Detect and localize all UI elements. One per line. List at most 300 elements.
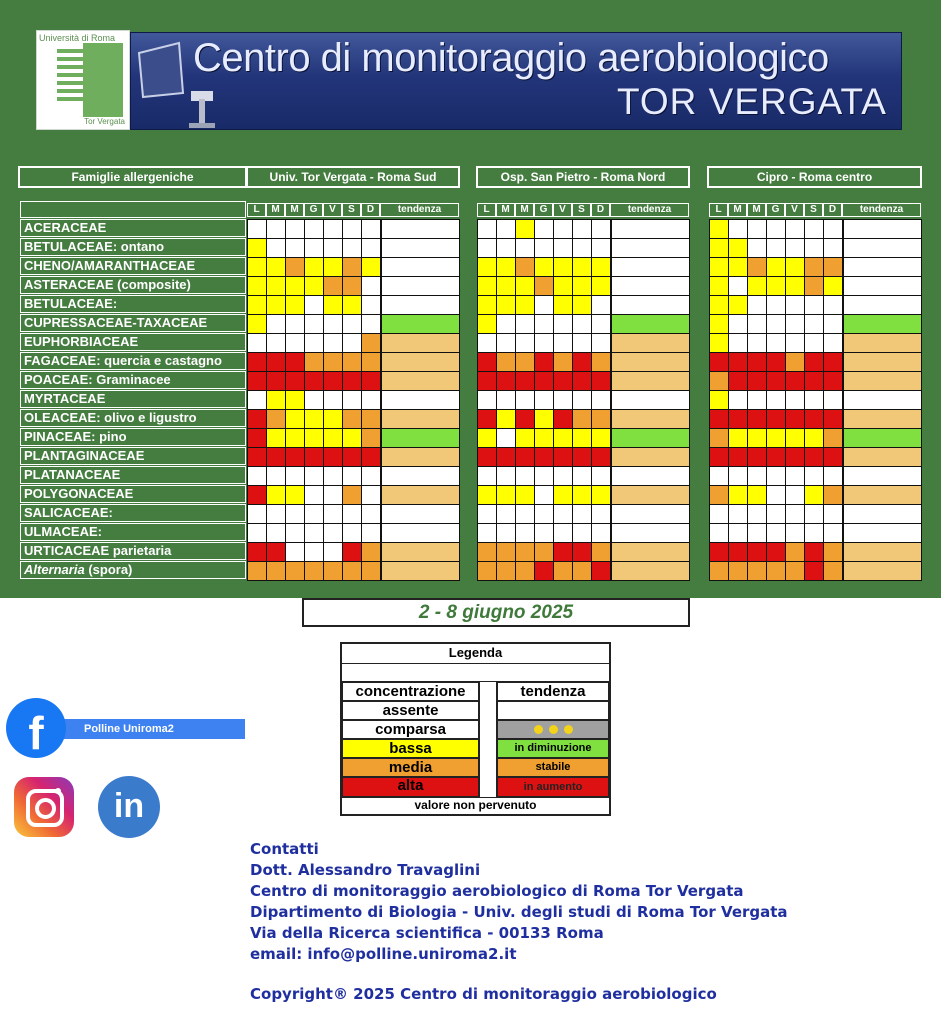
- concentration-cell: [342, 238, 362, 258]
- trend-cell: [611, 523, 690, 543]
- concentration-cell: [496, 390, 516, 410]
- concentration-cell: [766, 504, 786, 524]
- family-label: EUPHORBIACEAE: [20, 333, 246, 351]
- trend-cell: [611, 219, 690, 239]
- concentration-cell: [766, 314, 786, 334]
- concentration-cell: [728, 390, 748, 410]
- trend-cell: [381, 466, 460, 486]
- concentration-cell: [323, 276, 343, 296]
- concentration-cell: [496, 333, 516, 353]
- concentration-cell: [515, 561, 535, 581]
- concentration-cell: [477, 371, 497, 391]
- families-subheader: [20, 201, 246, 218]
- concentration-cell: [304, 257, 324, 277]
- trend-cell: [381, 352, 460, 372]
- concentration-cell: [572, 390, 592, 410]
- concentration-cell: [591, 466, 611, 486]
- concentration-cell: [247, 276, 267, 296]
- concentration-cell: [304, 466, 324, 486]
- concentration-cell: [515, 219, 535, 239]
- concentration-cell: [342, 314, 362, 334]
- concentration-cell: [747, 523, 767, 543]
- concentration-cell: [285, 542, 305, 562]
- legend-decreasing: in diminuzione: [497, 739, 609, 758]
- concentration-cell: [534, 314, 554, 334]
- concentration-cell: [709, 314, 729, 334]
- concentration-cell: [323, 523, 343, 543]
- concentration-cell: [823, 542, 843, 562]
- trend-header: tendenza: [610, 203, 689, 217]
- concentration-cell: [477, 238, 497, 258]
- concentration-cell: [304, 485, 324, 505]
- family-label: OLEACEAE: olivo e ligustro: [20, 409, 246, 427]
- copyright: Copyright® 2025 Centro di monitoraggio aerobiologico: [250, 985, 717, 1003]
- concentration-cell: [342, 371, 362, 391]
- concentration-cell: [709, 485, 729, 505]
- concentration-cell: [553, 390, 573, 410]
- concentration-cell: [591, 238, 611, 258]
- concentration-cell: [342, 409, 362, 429]
- concentration-cell: [361, 352, 381, 372]
- concentration-cell: [591, 485, 611, 505]
- concentration-cell: [785, 352, 805, 372]
- concentration-cell: [266, 257, 286, 277]
- concentration-cell: [304, 542, 324, 562]
- concentration-cell: [553, 466, 573, 486]
- concentration-cell: [323, 485, 343, 505]
- concentration-cell: [534, 485, 554, 505]
- trend-cell: [843, 371, 922, 391]
- concentration-cell: [304, 504, 324, 524]
- concentration-cell: [572, 504, 592, 524]
- facebook-icon[interactable]: f: [6, 698, 66, 758]
- concentration-cell: [342, 447, 362, 467]
- concentration-cell: [477, 561, 497, 581]
- trend-cell: [843, 561, 922, 581]
- date-range: 2 - 8 giugno 2025: [302, 598, 690, 627]
- concentration-cell: [823, 276, 843, 296]
- banner-title: Centro di monitoraggio aerobiologico: [193, 36, 829, 80]
- concentration-cell: [266, 352, 286, 372]
- concentration-cell: [804, 523, 824, 543]
- concentration-cell: [496, 561, 516, 581]
- concentration-cell: [266, 219, 286, 239]
- concentration-cell: [247, 333, 267, 353]
- concentration-cell: [304, 523, 324, 543]
- day-header: L: [709, 203, 728, 217]
- day-header: M: [285, 203, 304, 217]
- concentration-cell: [747, 371, 767, 391]
- concentration-cell: [496, 219, 516, 239]
- concentration-cell: [361, 314, 381, 334]
- concentration-cell: [323, 371, 343, 391]
- concentration-cell: [534, 238, 554, 258]
- trend-cell: [381, 314, 460, 334]
- concentration-cell: [285, 371, 305, 391]
- concentration-cell: [709, 257, 729, 277]
- concentration-cell: [515, 428, 535, 448]
- day-header: S: [572, 203, 591, 217]
- family-label: PLATANACEAE: [20, 466, 246, 484]
- concentration-cell: [247, 371, 267, 391]
- concentration-cell: [709, 352, 729, 372]
- concentration-cell: [823, 219, 843, 239]
- family-label: CHENO/AMARANTHACEAE: [20, 257, 246, 275]
- concentration-cell: [823, 390, 843, 410]
- legend-blank-row: [342, 664, 609, 682]
- concentration-cell: [591, 409, 611, 429]
- concentration-cell: [285, 257, 305, 277]
- trend-cell: [611, 390, 690, 410]
- trend-cell: [611, 561, 690, 581]
- day-header: S: [342, 203, 361, 217]
- concentration-cell: [323, 352, 343, 372]
- day-header: G: [304, 203, 323, 217]
- concentration-cell: [747, 276, 767, 296]
- concentration-cell: [766, 561, 786, 581]
- concentration-cell: [496, 371, 516, 391]
- families-header: Famiglie allergeniche: [18, 166, 247, 188]
- university-logo: [36, 30, 130, 130]
- concentration-cell: [323, 333, 343, 353]
- concentration-cell: [804, 504, 824, 524]
- concentration-cell: [266, 428, 286, 448]
- trend-cell: [381, 333, 460, 353]
- concentration-cell: [247, 542, 267, 562]
- concentration-cell: [247, 295, 267, 315]
- trend-cell: [611, 504, 690, 524]
- concentration-cell: [266, 409, 286, 429]
- concentration-cell: [515, 523, 535, 543]
- concentration-cell: [247, 504, 267, 524]
- trend-cell: [843, 257, 922, 277]
- station-header-0: Univ. Tor Vergata - Roma Sud: [246, 166, 460, 188]
- concentration-cell: [247, 428, 267, 448]
- concentration-cell: [823, 238, 843, 258]
- trend-cell: [381, 257, 460, 277]
- facebook-label: Polline Uniroma2: [84, 723, 174, 735]
- concentration-cell: [591, 561, 611, 581]
- family-label: BETULACEAE: ontano: [20, 238, 246, 256]
- legend-not-received-dots: [497, 720, 609, 739]
- trend-cell: [843, 219, 922, 239]
- concentration-cell: [804, 333, 824, 353]
- concentration-cell: [515, 371, 535, 391]
- concentration-cell: [823, 523, 843, 543]
- concentration-cell: [709, 428, 729, 448]
- concentration-cell: [747, 561, 767, 581]
- concentration-cell: [323, 257, 343, 277]
- concentration-cell: [285, 238, 305, 258]
- concentration-cell: [361, 333, 381, 353]
- concentration-cell: [572, 447, 592, 467]
- contact-name: Dott. Alessandro Travaglini: [250, 861, 481, 879]
- concentration-cell: [361, 409, 381, 429]
- concentration-cell: [785, 314, 805, 334]
- trend-cell: [843, 447, 922, 467]
- concentration-cell: [515, 352, 535, 372]
- concentration-cell: [785, 333, 805, 353]
- concentration-cell: [728, 561, 748, 581]
- concentration-cell: [266, 504, 286, 524]
- concentration-cell: [285, 504, 305, 524]
- concentration-cell: [361, 257, 381, 277]
- day-header: V: [323, 203, 342, 217]
- concentration-cell: [496, 542, 516, 562]
- concentration-cell: [804, 276, 824, 296]
- concentration-cell: [591, 219, 611, 239]
- concentration-cell: [496, 295, 516, 315]
- contact-center: Centro di monitoraggio aerobiologico di Roma Tor Vergata: [250, 882, 744, 900]
- concentration-cell: [823, 409, 843, 429]
- concentration-cell: [823, 485, 843, 505]
- concentration-cell: [285, 390, 305, 410]
- contact-department: Dipartimento di Biologia - Univ. degli studi di Roma Tor Vergata: [250, 903, 788, 921]
- concentration-cell: [591, 295, 611, 315]
- concentration-cell: [534, 409, 554, 429]
- trend-cell: [843, 485, 922, 505]
- concentration-cell: [342, 257, 362, 277]
- concentration-cell: [361, 523, 381, 543]
- concentration-cell: [515, 504, 535, 524]
- concentration-cell: [285, 466, 305, 486]
- concentration-cell: [785, 542, 805, 562]
- concentration-cell: [766, 447, 786, 467]
- concentration-cell: [266, 542, 286, 562]
- concentration-cell: [304, 219, 324, 239]
- concentration-cell: [553, 561, 573, 581]
- concentration-cell: [477, 485, 497, 505]
- legend-table: [340, 642, 611, 816]
- concentration-cell: [266, 276, 286, 296]
- trend-cell: [843, 352, 922, 372]
- trend-cell: [611, 238, 690, 258]
- day-header: M: [747, 203, 766, 217]
- concentration-cell: [496, 523, 516, 543]
- legend-high: alta: [342, 777, 479, 797]
- concentration-cell: [785, 409, 805, 429]
- concentration-cell: [709, 238, 729, 258]
- concentration-cell: [747, 219, 767, 239]
- concentration-cell: [728, 238, 748, 258]
- concentration-cell: [823, 466, 843, 486]
- concentration-cell: [823, 371, 843, 391]
- legend-title: Legenda: [342, 644, 609, 664]
- concentration-cell: [823, 428, 843, 448]
- concentration-cell: [361, 542, 381, 562]
- concentration-cell: [247, 409, 267, 429]
- concentration-cell: [477, 219, 497, 239]
- contact-address: Via della Ricerca scientifica - 00133 Roma: [250, 924, 604, 942]
- legend-increasing: in aumento: [497, 777, 609, 797]
- day-header: G: [534, 203, 553, 217]
- concentration-cell: [361, 295, 381, 315]
- concentration-cell: [304, 333, 324, 353]
- trend-cell: [381, 523, 460, 543]
- trend-cell: [611, 447, 690, 467]
- concentration-cell: [709, 219, 729, 239]
- concentration-cell: [823, 314, 843, 334]
- trend-header: tendenza: [842, 203, 921, 217]
- legend-concentration-header: concentrazione: [342, 682, 479, 701]
- concentration-cell: [266, 390, 286, 410]
- legend-trend-empty: [497, 701, 609, 720]
- day-header: M: [266, 203, 285, 217]
- concentration-cell: [266, 238, 286, 258]
- concentration-cell: [728, 504, 748, 524]
- concentration-cell: [304, 238, 324, 258]
- concentration-cell: [766, 466, 786, 486]
- concentration-cell: [477, 276, 497, 296]
- concentration-cell: [553, 428, 573, 448]
- concentration-cell: [534, 333, 554, 353]
- concentration-cell: [361, 561, 381, 581]
- concentration-cell: [728, 352, 748, 372]
- concentration-cell: [728, 466, 748, 486]
- concentration-cell: [709, 295, 729, 315]
- concentration-cell: [323, 542, 343, 562]
- concentration-cell: [496, 238, 516, 258]
- day-header: D: [591, 203, 610, 217]
- concentration-cell: [785, 447, 805, 467]
- concentration-cell: [515, 238, 535, 258]
- concentration-cell: [766, 485, 786, 505]
- legend-divider: [479, 682, 497, 797]
- family-label: URTICACEAE parietaria: [20, 542, 246, 560]
- concentration-cell: [553, 238, 573, 258]
- trend-cell: [843, 333, 922, 353]
- concentration-cell: [496, 276, 516, 296]
- facebook-link[interactable]: [40, 719, 245, 739]
- concentration-cell: [823, 561, 843, 581]
- legend-medium: media: [342, 758, 479, 777]
- trend-cell: [611, 466, 690, 486]
- concentration-cell: [572, 409, 592, 429]
- concentration-cell: [572, 542, 592, 562]
- concentration-cell: [572, 219, 592, 239]
- concentration-cell: [572, 352, 592, 372]
- trend-cell: [381, 504, 460, 524]
- trend-cell: [843, 542, 922, 562]
- trend-cell: [843, 428, 922, 448]
- concentration-cell: [785, 466, 805, 486]
- concentration-cell: [515, 314, 535, 334]
- concentration-cell: [247, 257, 267, 277]
- concentration-cell: [804, 466, 824, 486]
- day-header: G: [766, 203, 785, 217]
- concentration-cell: [266, 314, 286, 334]
- concentration-cell: [323, 314, 343, 334]
- concentration-cell: [766, 390, 786, 410]
- concentration-cell: [804, 238, 824, 258]
- concentration-cell: [804, 542, 824, 562]
- concentration-cell: [361, 276, 381, 296]
- concentration-cell: [572, 333, 592, 353]
- legend-absent: assente: [342, 701, 479, 720]
- concentration-cell: [361, 238, 381, 258]
- concentration-cell: [766, 257, 786, 277]
- concentration-cell: [477, 466, 497, 486]
- concentration-cell: [766, 219, 786, 239]
- concentration-cell: [747, 409, 767, 429]
- concentration-cell: [804, 561, 824, 581]
- trend-cell: [381, 276, 460, 296]
- concentration-cell: [747, 485, 767, 505]
- concentration-cell: [477, 542, 497, 562]
- concentration-cell: [496, 257, 516, 277]
- concentration-cell: [553, 352, 573, 372]
- concentration-cell: [534, 561, 554, 581]
- concentration-cell: [747, 504, 767, 524]
- concentration-cell: [304, 447, 324, 467]
- logo-city-text: Tor Vergata: [84, 117, 125, 126]
- concentration-cell: [285, 219, 305, 239]
- concentration-cell: [785, 485, 805, 505]
- logo-university-text: Università di Roma: [39, 33, 116, 43]
- concentration-cell: [553, 276, 573, 296]
- concentration-cell: [515, 466, 535, 486]
- concentration-cell: [591, 504, 611, 524]
- concentration-cell: [515, 295, 535, 315]
- concentration-cell: [247, 485, 267, 505]
- concentration-cell: [553, 314, 573, 334]
- concentration-cell: [747, 238, 767, 258]
- concentration-cell: [304, 352, 324, 372]
- concentration-cell: [709, 447, 729, 467]
- concentration-cell: [266, 561, 286, 581]
- instagram-icon[interactable]: [14, 777, 74, 837]
- concentration-cell: [323, 390, 343, 410]
- concentration-cell: [247, 390, 267, 410]
- trend-cell: [843, 276, 922, 296]
- concentration-cell: [323, 428, 343, 448]
- concentration-cell: [534, 504, 554, 524]
- concentration-cell: [553, 295, 573, 315]
- concentration-cell: [747, 428, 767, 448]
- concentration-cell: [804, 295, 824, 315]
- concentration-cell: [804, 219, 824, 239]
- concentration-cell: [361, 485, 381, 505]
- concentration-cell: [342, 504, 362, 524]
- concentration-cell: [361, 428, 381, 448]
- concentration-cell: [766, 333, 786, 353]
- contact-email[interactable]: email: info@polline.uniroma2.it: [250, 945, 517, 963]
- concentration-cell: [785, 371, 805, 391]
- concentration-cell: [572, 561, 592, 581]
- concentration-cell: [572, 428, 592, 448]
- concentration-cell: [323, 295, 343, 315]
- family-label: PLANTAGINACEAE: [20, 447, 246, 465]
- trend-cell: [381, 295, 460, 315]
- concentration-cell: [747, 314, 767, 334]
- day-header: L: [247, 203, 266, 217]
- family-label: BETULACEAE:: [20, 295, 246, 313]
- linkedin-icon[interactable]: in: [98, 776, 160, 838]
- concentration-cell: [361, 390, 381, 410]
- concentration-cell: [766, 352, 786, 372]
- concentration-cell: [515, 333, 535, 353]
- concentration-cell: [747, 295, 767, 315]
- concentration-cell: [823, 333, 843, 353]
- trend-cell: [611, 352, 690, 372]
- concentration-cell: [266, 447, 286, 467]
- concentration-cell: [553, 219, 573, 239]
- concentration-cell: [785, 523, 805, 543]
- concentration-cell: [323, 447, 343, 467]
- concentration-cell: [766, 276, 786, 296]
- family-label: ULMACEAE:: [20, 523, 246, 541]
- concentration-cell: [823, 447, 843, 467]
